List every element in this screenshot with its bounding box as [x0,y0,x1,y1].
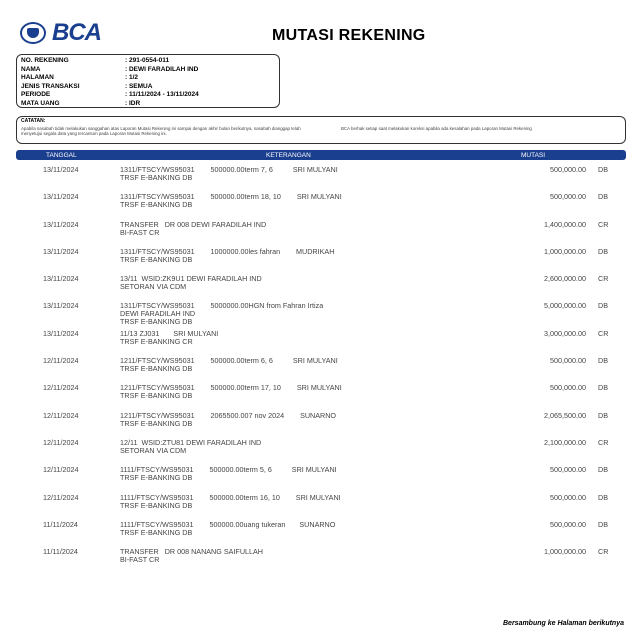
transaction-date: 11/11/2024 [43,547,78,557]
table-row [0,272,640,299]
transaction-type: CR [598,219,609,229]
transaction-list [0,163,640,572]
notes-right-text: BCA berhak setiap saat melakukan koreksi apabila ada kesalahan pada Laporan Mutasi Rekening [341,126,532,131]
transaction-date: 13/11/2024 [43,192,79,202]
table-row [0,545,640,572]
transaction-date: 13/11/2024 [43,301,79,311]
transaction-amount: 2,600,000.00 [544,274,586,284]
transaction-date: 12/11/2024 [43,410,79,420]
transaction-description-line: 1311/FTSCY/WS95031 5000000.00HGN from Fahran Irtiza [120,301,324,311]
transaction-type: CR [598,274,609,284]
notes-box [16,116,626,144]
header-amount: MUTASI [521,151,546,159]
transaction-description-line: TRSF E-BANKING DB [120,200,193,210]
table-row [0,218,640,245]
info-value: : 291-0554-011 [125,57,170,64]
transaction-amount: 500,000.00 [550,356,586,366]
transaction-amount: 500,000.00 [550,465,586,475]
transaction-type: DB [598,465,608,475]
transaction-description-line: 1211/FTSCY/WS95031 500000.00term 17, 10 SRI MULYANI [120,383,342,393]
transaction-type: DB [598,356,608,366]
info-label: NAMA [21,65,41,73]
transaction-description-line: SETORAN VIA CDM [120,445,187,455]
bca-emblem-icon [20,22,46,44]
info-row [21,57,275,66]
transaction-type: DB [598,246,608,256]
info-row [21,83,275,92]
transaction-description-line: TRSF E-BANKING DB [120,418,193,428]
transaction-description-line: TRSF E-BANKING DB [120,391,193,401]
transaction-description-line: TRANSFER DR 008 NANANG SAIFULLAH [120,547,263,557]
notes-heading: CATATAN: [21,118,46,124]
transaction-date: 12/11/2024 [43,383,79,393]
transaction-description-line: TRSF E-BANKING DB [120,173,193,182]
info-value: : 11/11/2024 - 13/11/2024 [125,91,199,99]
transaction-description-line: BI-FAST CR [120,227,160,237]
table-row [0,245,640,272]
info-row [21,74,275,83]
info-label: MATA UANG [21,99,60,107]
info-label: HALAMAN [21,74,54,82]
transaction-type: CR [598,328,609,338]
info-value: : IDR [125,99,141,107]
transaction-type: DB [598,410,608,420]
table-row [0,163,640,190]
transaction-description-line: 1311/FTSCY/WS95031 500000.00term 7, 6 SRI MULYANI [120,165,338,174]
transaction-description-line: TRSF E-BANKING DB [120,364,193,374]
page-title: MUTASI REKENING [272,27,426,44]
transaction-description-line: TRANSFER DR 008 DEWI FARADILAH IND [120,219,267,229]
transaction-amount: 2,100,000.00 [544,437,586,447]
transaction-description-line: TRSF E-BANKING CR [120,336,193,346]
transaction-description-line: 1111/FTSCY/WS95031 500000.00term 5, 6 SRI MULYANI [120,465,337,475]
info-row [21,91,275,100]
transaction-amount: 500,000.00 [550,192,586,202]
transaction-type: DB [598,165,608,174]
continued-note: Bersambung ke Halaman berikutnya [503,620,624,627]
transaction-type: DB [598,492,608,502]
transaction-amount: 500,000.00 [550,519,586,529]
transaction-amount: 1,000,000.00 [544,246,586,256]
transaction-description-line: TRSF E-BANKING DB [120,500,193,510]
transaction-amount: 2,065,500.00 [544,410,586,420]
transaction-amount: 3,000,000.00 [544,328,586,338]
transaction-description-line: 1211/FTSCY/WS95031 2065500.007 nov 2024 SUNARNO [120,410,337,420]
transaction-description-line: DEWI FARADILAH IND [120,309,196,319]
table-row [0,491,640,518]
bca-wordmark: BCA [52,19,101,46]
table-row [0,463,640,490]
transaction-description-line: 11/13 ZJ031 SRI MULYANI [120,328,219,338]
info-value: : DEWI FARADILAH IND [125,65,199,73]
transaction-description-line: TRSF E-BANKING DB [120,254,193,264]
transaction-type: CR [598,437,609,447]
transaction-date: 13/11/2024 [43,274,79,284]
transaction-description-line: 1311/FTSCY/WS95031 1000000.00les fahran MUDRIKAH [120,246,335,256]
transaction-type: DB [598,383,608,393]
info-value: : SEMUA [125,82,153,90]
transaction-description-line: 1311/FTSCY/WS95031 500000.00term 18, 10 SRI MULYANI [120,192,342,202]
bca-logo [20,19,130,46]
info-row [21,100,275,109]
transaction-description-line: BI-FAST CR [120,555,160,565]
transaction-date: 12/11/2024 [43,437,79,447]
transaction-date: 12/11/2024 [43,356,79,366]
transaction-description-line: 13/11 WSID:ZK9U1 DEWI FARADILAH IND [120,274,262,284]
transaction-date: 12/11/2024 [43,492,79,502]
transaction-amount: 500,000.00 [550,383,586,393]
header-description: KETERANGAN [266,151,311,159]
table-row [0,354,640,381]
info-row [21,66,275,75]
account-info-box [16,54,280,108]
transaction-type: DB [598,301,608,311]
info-label: NO. REKENING [21,57,69,64]
transaction-description-line: 1211/FTSCY/WS95031 500000.00term 6, 6 SRI MULYANI [120,356,338,366]
transaction-description-line: TRSF E-BANKING DB [120,317,193,327]
info-value: : 1/2 [125,74,139,82]
table-row [0,409,640,436]
table-row [0,381,640,408]
transaction-date: 13/11/2024 [43,328,79,338]
table-row [0,299,640,326]
transaction-description-line: 1111/FTSCY/WS95031 500000.00term 16, 10 SRI MULYANI [120,492,341,502]
transaction-date: 11/11/2024 [43,519,78,529]
notes-left-text: Apabila nasabah tidak melakukan sanggahan atas Laporan Mutasi Rekening ini sampai dengan akhir bulan berikutnya, nasabah dianggap telah menyetujui segala data yang tercantum pada Laporan Mutasi Rekening ini. [21,126,301,136]
table-row [0,518,640,545]
transaction-date: 13/11/2024 [43,246,79,256]
info-label: JENIS TRANSAKSI [21,82,80,90]
transaction-description-line: TRSF E-BANKING DB [120,527,193,537]
transaction-amount: 500,000.00 [550,492,586,502]
transaction-type: DB [598,192,608,202]
transaction-date: 12/11/2024 [43,465,79,475]
transaction-type: CR [598,547,609,557]
transaction-date: 13/11/2024 [43,219,79,229]
transaction-description-line: SETORAN VIA CDM [120,282,187,292]
transaction-amount: 500,000.00 [550,165,586,174]
transaction-amount: 1,000,000.00 [544,547,586,557]
header-date: TANGGAL [46,151,77,159]
table-header [16,150,626,160]
transaction-date: 13/11/2024 [43,165,79,174]
transaction-amount: 5,000,000.00 [544,301,586,311]
transaction-type: DB [598,519,608,529]
info-label: PERIODE [21,91,51,99]
transaction-description-line: 1111/FTSCY/WS95031 500000.00uang tukeran SUNARNO [120,519,336,529]
table-row [0,327,640,354]
table-row [0,436,640,463]
transaction-description-line: TRSF E-BANKING DB [120,473,193,483]
transaction-description-line: 12/11 WSID:ZTU81 DEWI FARADILAH IND [120,437,262,447]
transaction-amount: 1,400,000.00 [544,219,586,229]
table-row [0,190,640,217]
